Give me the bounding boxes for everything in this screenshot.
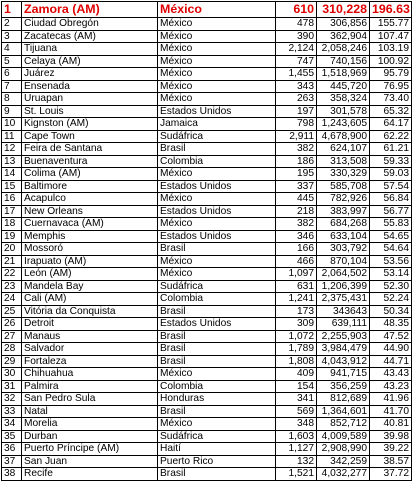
- cell-col-c: 65.32: [370, 105, 412, 118]
- cell-city: San Pedro Sula: [22, 393, 158, 406]
- cell-rank: 24: [2, 293, 22, 306]
- table-row: [2, 455, 412, 468]
- table-row: [2, 268, 412, 281]
- cell-col-b: 4,032,277: [317, 468, 370, 481]
- cell-city: Salvador: [22, 343, 158, 356]
- table-row: [2, 130, 412, 143]
- cell-col-b: 2,064,502: [317, 268, 370, 281]
- cell-col-b: 870,104: [317, 255, 370, 268]
- cell-col-b: 639,111: [317, 318, 370, 331]
- cell-city: Uruapan: [22, 93, 158, 106]
- cell-col-a: 631: [276, 280, 317, 293]
- cell-col-b: 1,364,601: [317, 405, 370, 418]
- cell-col-c: 73.40: [370, 93, 412, 106]
- cell-col-a: 348: [276, 418, 317, 431]
- cell-col-b: 941,715: [317, 368, 370, 381]
- cell-col-c: 41.96: [370, 393, 412, 406]
- cell-rank: 2: [2, 18, 22, 31]
- cell-col-b: 633,104: [317, 230, 370, 243]
- cell-col-a: 478: [276, 18, 317, 31]
- cell-city: Fortaleza: [22, 355, 158, 368]
- cell-col-c: 54.64: [370, 243, 412, 256]
- cell-col-c: 55.83: [370, 218, 412, 231]
- cell-col-b: 4,043,912: [317, 355, 370, 368]
- cell-city: Natal: [22, 405, 158, 418]
- cell-city: Cali (AM): [22, 293, 158, 306]
- cell-col-c: 52.30: [370, 280, 412, 293]
- cell-col-a: 132: [276, 455, 317, 468]
- cell-col-c: 103.19: [370, 43, 412, 56]
- cell-col-a: 343: [276, 80, 317, 93]
- cell-country: Brasil: [158, 143, 276, 156]
- cell-col-a: 173: [276, 305, 317, 318]
- cell-rank: 32: [2, 393, 22, 406]
- cell-city: Zacatecas (AM): [22, 30, 158, 43]
- table-row: [2, 430, 412, 443]
- cell-rank: 16: [2, 193, 22, 206]
- cell-country: México: [158, 268, 276, 281]
- table-row: [2, 218, 412, 231]
- table-row: [2, 105, 412, 118]
- table-row: [2, 193, 412, 206]
- cell-col-a: 154: [276, 380, 317, 393]
- header-country: México: [158, 2, 276, 18]
- cell-country: México: [158, 418, 276, 431]
- table-row: [2, 368, 412, 381]
- cell-country: Haití: [158, 443, 276, 456]
- table-row: [2, 180, 412, 193]
- cell-city: Palmira: [22, 380, 158, 393]
- cell-col-b: 585,708: [317, 180, 370, 193]
- cell-col-a: 569: [276, 405, 317, 418]
- cell-col-a: 1,097: [276, 268, 317, 281]
- cell-col-c: 59.03: [370, 168, 412, 181]
- cell-rank: 30: [2, 368, 22, 381]
- cell-col-a: 309: [276, 318, 317, 331]
- cell-country: Estados Unidos: [158, 318, 276, 331]
- header-city: Zamora (AM): [22, 2, 158, 18]
- cell-rank: 13: [2, 155, 22, 168]
- cell-rank: 3: [2, 30, 22, 43]
- table-row: [2, 168, 412, 181]
- cell-col-a: 409: [276, 368, 317, 381]
- cell-city: San Juan: [22, 455, 158, 468]
- cell-rank: 19: [2, 230, 22, 243]
- cell-col-c: 53.56: [370, 255, 412, 268]
- cell-city: Ciudad Obregón: [22, 18, 158, 31]
- cell-col-b: 1,243,605: [317, 118, 370, 131]
- cell-col-a: 346: [276, 230, 317, 243]
- cell-city: Acapulco: [22, 193, 158, 206]
- table-row: [2, 230, 412, 243]
- cell-country: México: [158, 55, 276, 68]
- cities-table: [1, 1, 412, 481]
- table-row: [2, 418, 412, 431]
- table-row: [2, 43, 412, 56]
- cell-col-a: 1,789: [276, 343, 317, 356]
- cell-col-c: 43.23: [370, 380, 412, 393]
- cell-col-b: 1,518,969: [317, 68, 370, 81]
- cell-rank: 5: [2, 55, 22, 68]
- cell-city: Cuernavaca (AM): [22, 218, 158, 231]
- cell-city: Recife: [22, 468, 158, 481]
- cell-rank: 23: [2, 280, 22, 293]
- table-row: [2, 143, 412, 156]
- table-row: [2, 155, 412, 168]
- cell-col-b: 330,329: [317, 168, 370, 181]
- cell-country: Colombia: [158, 380, 276, 393]
- cell-col-c: 95.79: [370, 68, 412, 81]
- cell-col-c: 44.71: [370, 355, 412, 368]
- cell-col-b: 2,058,246: [317, 43, 370, 56]
- cell-country: México: [158, 168, 276, 181]
- cell-col-a: 1,808: [276, 355, 317, 368]
- cell-rank: 10: [2, 118, 22, 131]
- cell-col-c: 41.70: [370, 405, 412, 418]
- cell-col-b: 2,255,903: [317, 330, 370, 343]
- cell-country: Brasil: [158, 405, 276, 418]
- cell-col-a: 1,603: [276, 430, 317, 443]
- cell-col-c: 61.21: [370, 143, 412, 156]
- cell-col-a: 798: [276, 118, 317, 131]
- cell-rank: 11: [2, 130, 22, 143]
- table-row: [2, 243, 412, 256]
- cell-col-b: 2,908,990: [317, 443, 370, 456]
- cell-col-c: 52.24: [370, 293, 412, 306]
- cell-col-c: 39.98: [370, 430, 412, 443]
- cell-col-b: 2,375,431: [317, 293, 370, 306]
- cell-col-c: 43.43: [370, 368, 412, 381]
- table-row: [2, 355, 412, 368]
- table-row: [2, 443, 412, 456]
- cell-col-b: 4,009,589: [317, 430, 370, 443]
- table-row: [2, 293, 412, 306]
- cell-col-a: 337: [276, 180, 317, 193]
- cell-rank: 9: [2, 105, 22, 118]
- cell-country: Sudáfrica: [158, 430, 276, 443]
- cell-col-b: 812,689: [317, 393, 370, 406]
- cell-country: Brasil: [158, 305, 276, 318]
- table-row: [2, 55, 412, 68]
- cell-country: México: [158, 80, 276, 93]
- cell-rank: 18: [2, 218, 22, 231]
- cell-country: Sudáfrica: [158, 130, 276, 143]
- cell-col-b: 740,156: [317, 55, 370, 68]
- cell-col-a: 382: [276, 143, 317, 156]
- cell-col-c: 44.90: [370, 343, 412, 356]
- cell-city: Durban: [22, 430, 158, 443]
- table-row: [2, 255, 412, 268]
- cell-country: Estados Unidos: [158, 205, 276, 218]
- cell-col-b: 684,268: [317, 218, 370, 231]
- cell-city: Cape Town: [22, 130, 158, 143]
- table-row: [2, 205, 412, 218]
- cell-col-a: 166: [276, 243, 317, 256]
- cell-col-c: 47.52: [370, 330, 412, 343]
- cell-col-c: 48.35: [370, 318, 412, 331]
- cell-col-a: 263: [276, 93, 317, 106]
- cell-col-a: 1,127: [276, 443, 317, 456]
- table-row: [2, 80, 412, 93]
- cell-col-c: 50.34: [370, 305, 412, 318]
- cell-rank: 15: [2, 180, 22, 193]
- cell-col-b: 445,720: [317, 80, 370, 93]
- cell-col-a: 2,911: [276, 130, 317, 143]
- cell-country: México: [158, 255, 276, 268]
- header-col-c: 196.63: [370, 2, 412, 18]
- cell-col-a: 747: [276, 55, 317, 68]
- cell-city: Kignston (AM): [22, 118, 158, 131]
- cell-col-b: 852,712: [317, 418, 370, 431]
- cell-city: Vitória da Conquista: [22, 305, 158, 318]
- cell-col-c: 56.77: [370, 205, 412, 218]
- cell-city: Ensenada: [22, 80, 158, 93]
- table-body: [2, 2, 412, 481]
- cell-city: New Orleans: [22, 205, 158, 218]
- cell-country: México: [158, 43, 276, 56]
- cell-country: Estados Unidos: [158, 105, 276, 118]
- cell-city: Baltimore: [22, 180, 158, 193]
- table-row: [2, 343, 412, 356]
- cell-rank: 22: [2, 268, 22, 281]
- cell-col-c: 40.81: [370, 418, 412, 431]
- cell-country: Brasil: [158, 330, 276, 343]
- cell-country: México: [158, 193, 276, 206]
- cell-city: Mandela Bay: [22, 280, 158, 293]
- cell-country: Brasil: [158, 243, 276, 256]
- table-row: [2, 468, 412, 481]
- table-row: [2, 330, 412, 343]
- cell-col-c: 155.77: [370, 18, 412, 31]
- header-row: [2, 2, 412, 18]
- cell-rank: 20: [2, 243, 22, 256]
- cell-col-c: 38.57: [370, 455, 412, 468]
- cell-col-a: 1,521: [276, 468, 317, 481]
- table-row: [2, 18, 412, 31]
- cell-country: México: [158, 30, 276, 43]
- cell-rank: 7: [2, 80, 22, 93]
- header-col-b: 310,228: [317, 2, 370, 18]
- cell-country: Jamaica: [158, 118, 276, 131]
- cell-rank: 21: [2, 255, 22, 268]
- cell-col-c: 62.22: [370, 130, 412, 143]
- cell-city: Tijuana: [22, 43, 158, 56]
- cell-col-a: 445: [276, 193, 317, 206]
- cell-rank: 29: [2, 355, 22, 368]
- cell-col-a: 382: [276, 218, 317, 231]
- cell-city: Morelia: [22, 418, 158, 431]
- cell-col-a: 186: [276, 155, 317, 168]
- cell-col-a: 218: [276, 205, 317, 218]
- cell-rank: 31: [2, 380, 22, 393]
- cell-col-a: 197: [276, 105, 317, 118]
- cell-rank: 17: [2, 205, 22, 218]
- cell-col-b: 362,904: [317, 30, 370, 43]
- cell-col-a: 2,124: [276, 43, 317, 56]
- cell-rank: 37: [2, 455, 22, 468]
- cell-col-c: 39.22: [370, 443, 412, 456]
- cell-col-c: 100.92: [370, 55, 412, 68]
- cell-country: Brasil: [158, 343, 276, 356]
- cell-country: México: [158, 68, 276, 81]
- cell-rank: 33: [2, 405, 22, 418]
- cell-city: Mossoró: [22, 243, 158, 256]
- cell-city: Puerto Príncipe (AM): [22, 443, 158, 456]
- cell-col-b: 358,324: [317, 93, 370, 106]
- cell-rank: 25: [2, 305, 22, 318]
- cell-col-c: 57.54: [370, 180, 412, 193]
- cell-col-a: 195: [276, 168, 317, 181]
- cell-city: León (AM): [22, 268, 158, 281]
- cell-col-c: 54.65: [370, 230, 412, 243]
- cell-rank: 38: [2, 468, 22, 481]
- table-row: [2, 380, 412, 393]
- cell-col-c: 56.84: [370, 193, 412, 206]
- cell-rank: 6: [2, 68, 22, 81]
- cell-country: Brasil: [158, 355, 276, 368]
- cell-col-a: 1,455: [276, 68, 317, 81]
- cell-col-b: 3,984,479: [317, 343, 370, 356]
- cell-rank: 4: [2, 43, 22, 56]
- cell-rank: 27: [2, 330, 22, 343]
- cell-city: Colima (AM): [22, 168, 158, 181]
- cell-col-b: 624,107: [317, 143, 370, 156]
- cell-col-c: 64.17: [370, 118, 412, 131]
- table-row: [2, 118, 412, 131]
- cell-city: Memphis: [22, 230, 158, 243]
- cell-country: Estados Unidos: [158, 180, 276, 193]
- header-col-a: 610: [276, 2, 317, 18]
- cell-city: Irapuato (AM): [22, 255, 158, 268]
- cell-country: México: [158, 218, 276, 231]
- cell-col-b: 1,206,399: [317, 280, 370, 293]
- cell-rank: 14: [2, 168, 22, 181]
- cell-col-c: 37.72: [370, 468, 412, 481]
- cell-rank: 12: [2, 143, 22, 156]
- cell-col-b: 383,997: [317, 205, 370, 218]
- cell-col-c: 59.33: [370, 155, 412, 168]
- cell-col-b: 342,259: [317, 455, 370, 468]
- cell-city: Juárez: [22, 68, 158, 81]
- cell-country: México: [158, 93, 276, 106]
- cell-country: México: [158, 18, 276, 31]
- cell-col-b: 4,678,900: [317, 130, 370, 143]
- cell-country: Brasil: [158, 468, 276, 481]
- header-rank: 1: [2, 2, 22, 18]
- cell-col-a: 390: [276, 30, 317, 43]
- table-row: [2, 93, 412, 106]
- table-row: [2, 318, 412, 331]
- cell-col-a: 341: [276, 393, 317, 406]
- cell-col-b: 313,508: [317, 155, 370, 168]
- cell-rank: 8: [2, 93, 22, 106]
- cell-col-c: 53.14: [370, 268, 412, 281]
- cell-col-b: 343643: [317, 305, 370, 318]
- cell-city: Manaus: [22, 330, 158, 343]
- cell-col-b: 301,578: [317, 105, 370, 118]
- cell-city: Chihuahua: [22, 368, 158, 381]
- cell-col-b: 356,259: [317, 380, 370, 393]
- cell-rank: 36: [2, 443, 22, 456]
- cell-col-b: 306,856: [317, 18, 370, 31]
- cell-country: Honduras: [158, 393, 276, 406]
- table-row: [2, 30, 412, 43]
- cell-col-c: 76.95: [370, 80, 412, 93]
- cell-city: Feira de Santana: [22, 143, 158, 156]
- cell-col-b: 782,926: [317, 193, 370, 206]
- cell-country: Colombia: [158, 293, 276, 306]
- cell-rank: 26: [2, 318, 22, 331]
- cell-rank: 28: [2, 343, 22, 356]
- cell-country: Colombia: [158, 155, 276, 168]
- table-row: [2, 405, 412, 418]
- cell-col-a: 1,072: [276, 330, 317, 343]
- cell-country: Estados Unidos: [158, 230, 276, 243]
- cell-city: Detroit: [22, 318, 158, 331]
- cell-country: Sudáfrica: [158, 280, 276, 293]
- cell-rank: 34: [2, 418, 22, 431]
- table-row: [2, 393, 412, 406]
- cell-city: St. Louis: [22, 105, 158, 118]
- table-row: [2, 68, 412, 81]
- cell-city: Celaya (AM): [22, 55, 158, 68]
- table-row: [2, 305, 412, 318]
- cell-rank: 35: [2, 430, 22, 443]
- table-row: [2, 280, 412, 293]
- cell-col-a: 466: [276, 255, 317, 268]
- cell-col-c: 107.47: [370, 30, 412, 43]
- cell-country: Puerto Rico: [158, 455, 276, 468]
- cell-country: México: [158, 368, 276, 381]
- cell-city: Buenaventura: [22, 155, 158, 168]
- cell-col-b: 303,792: [317, 243, 370, 256]
- cell-col-a: 1,241: [276, 293, 317, 306]
